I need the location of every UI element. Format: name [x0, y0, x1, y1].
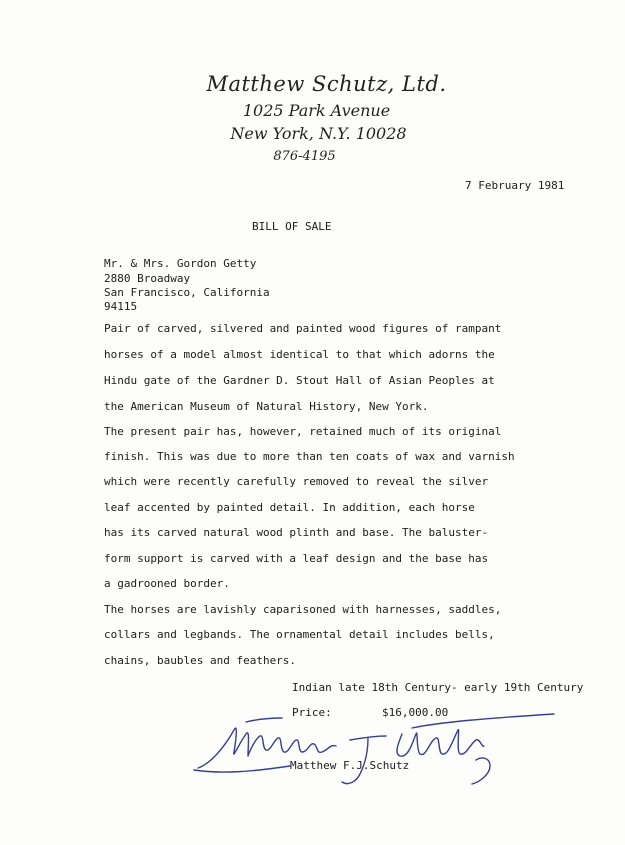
handwritten-signature: [190, 700, 570, 805]
body-line: a gadrooned border.: [104, 577, 230, 590]
addressee-street: 2880 Broadway: [104, 272, 191, 285]
signature-stroke: [246, 718, 282, 722]
price-value: $16,000.00: [382, 706, 449, 719]
letterhead-company-name: Matthew Schutz, Ltd.: [206, 72, 447, 96]
body-line: which were recently carefully removed to reveal the silver: [104, 475, 489, 488]
body-line: The horses are lavishly caparisoned with harnesses, saddles,: [104, 603, 502, 616]
letterhead-phone: 876-4195: [273, 149, 336, 164]
letterhead-street: 1025 Park Avenue: [242, 101, 391, 120]
addressee-zip: 94115: [104, 300, 138, 313]
body-line: has its carved natural wood plinth and base. The baluster-: [104, 526, 489, 539]
body-line: Pair of carved, silvered and painted wood figures of rampant: [104, 322, 502, 335]
body-line: form support is carved with a leaf design and the base has: [104, 552, 489, 565]
signature-stroke: [194, 766, 290, 772]
body-line: chains, baubles and feathers.: [104, 654, 297, 667]
addressee-city: San Francisco, California: [104, 286, 270, 299]
signature-stroke: [472, 758, 490, 784]
body-line: horses of a model almost identical to that which adorns the: [104, 348, 495, 361]
signature-stroke: [412, 714, 554, 728]
body-line: collars and legbands. The ornamental detail includes bells,: [104, 628, 495, 641]
body-line: The present pair has, however, retained much of its original: [104, 425, 502, 438]
typed-signer-name: Matthew F.J.Schutz: [290, 759, 410, 772]
body-line: leaf accented by painted detail. In addition, each horse: [104, 501, 475, 514]
document-date: 7 February 1981: [465, 179, 565, 192]
price-label: Price:: [292, 706, 332, 719]
letterhead-city: New York, N.Y. 10028: [230, 124, 407, 143]
addressee-name: Mr. & Mrs. Gordon Getty: [104, 257, 257, 270]
body-line: finish. This was due to more than ten coats of wax and varnish: [104, 450, 515, 463]
signature-stroke: [397, 730, 484, 757]
body-line: the American Museum of Natural History, New York.: [104, 400, 429, 413]
document-title: BILL OF SALE: [252, 220, 332, 233]
origin-period: Indian late 18th Century- early 19th Century: [292, 681, 584, 694]
body-line: Hindu gate of the Gardner D. Stout Hall of Asian Peoples at: [104, 374, 495, 387]
